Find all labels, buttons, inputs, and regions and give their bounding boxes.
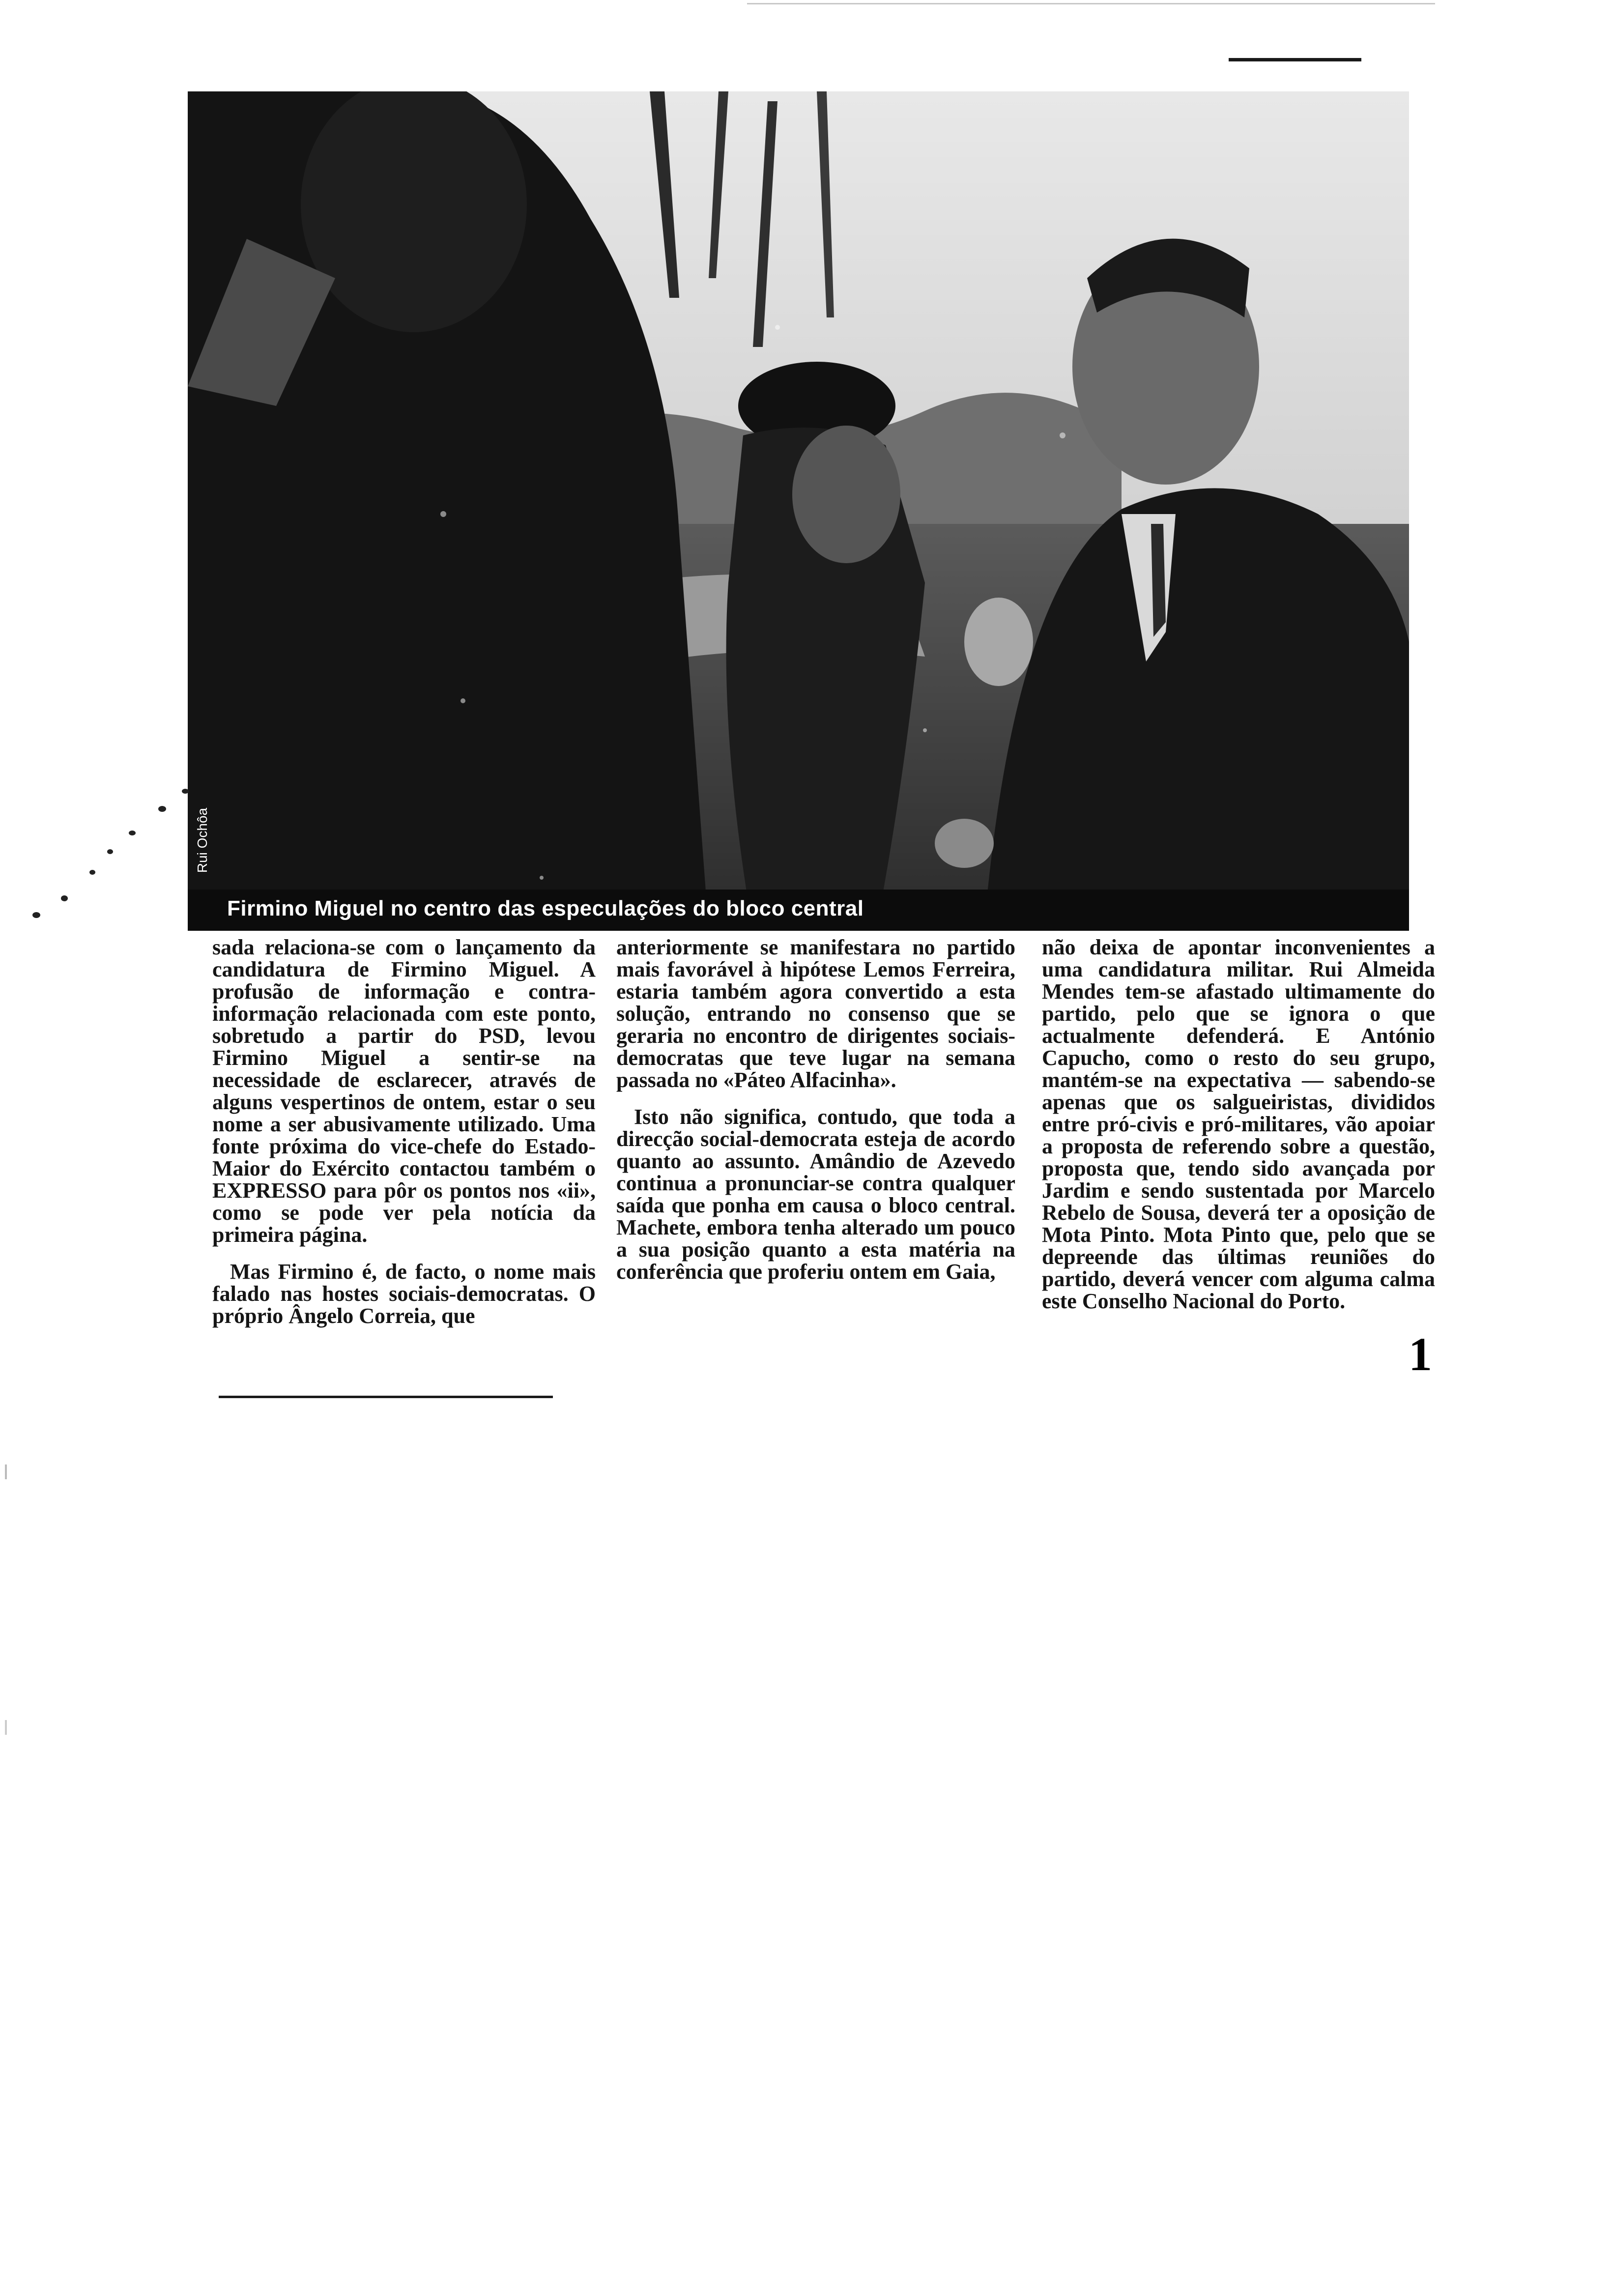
article-column-2 [616, 936, 1015, 1283]
scan-speck [61, 895, 68, 901]
scan-mark [5, 1720, 7, 1735]
article-column-1 [212, 936, 596, 1327]
scan-speck [107, 849, 113, 854]
column-2-paragraph-1: anteriormente se manifestara no partido mais favorável à hipótese Lemos Ferreira, estaria também agora convertido a esta solução, entrando no consenso que se geraria no encontro de dirigentes sociais-democratas que teve lugar na semana passada no «Páteo Alfacinha». [616, 935, 1015, 1092]
caption-bar [188, 890, 1409, 931]
column-3-paragraph-1: não deixa de apontar inconvenientes a uma candidatura militar. Rui Almeida Mendes tem-se afastado ultimamente do partido, pelo que se ignora o que actualmente defenderá. E António Capucho, como o resto do seu grupo, mantém-se na expectativa — sabendo-se apenas que os salgueiristas, divididos entre pró-civis e pró-militares, vão apoiar a proposta de referendo sobre a questão, proposta que, tendo sido avançada por Jardim e sendo sustentada por Marcelo Rebelo de Sousa, deverá ter a oposição de Mota Pinto. Mota Pinto que, pelo que se depreende das últimas reuniões do partido, deverá vencer com alguma calma este Conselho Nacional do Porto. [1042, 935, 1435, 1313]
scan-speck [129, 831, 136, 835]
article-end-rule [219, 1396, 553, 1398]
page-number: 1 [1409, 1328, 1432, 1380]
column-1-paragraph-2: Mas Firmino é, de facto, o nome mais falado nas hostes sociais-democratas. O próprio Ângelo Correia, que [212, 1260, 596, 1328]
scan-speck [32, 912, 40, 918]
top-rule [1229, 58, 1361, 61]
news-photo [188, 91, 1409, 931]
column-2-paragraph-2: Isto não significa, contudo, que toda a direcção social-democrata esteja de acordo quanto ao assunto. Amândio de Azevedo continua a pronunciar-se contra qualquer saída que ponha em causa o bloco central. Machete, embora tenha alterado um pouco a sua posição quanto a esta matéria na conferência que proferiu ontem em Gaia, [616, 1105, 1015, 1284]
article-column-3 [1042, 936, 1435, 1312]
scan-speck [89, 870, 95, 875]
photo-credit: Rui Ochôa [195, 807, 210, 873]
column-1-paragraph-1: sada relaciona-se com o lançamento da candidatura de Firmino Miguel. A profusão de informação e contra-informação relacionada com este ponto, sobretudo a partir do PSD, levou Firmino Miguel a sentir-se na necessidade de esclarecer, através de alguns vespertinos de ontem, estar o seu nome a ser abusivamente utilizado. Uma fonte próxima do vice-chefe do Estado-Maior do Exército contactou também o EXPRESSO para pôr os pontos nos «ii», como se pode ver pela notícia da primeira página. [212, 935, 596, 1247]
photo-caption: Firmino Miguel no centro das especulações do bloco central [227, 896, 864, 920]
photo-credit-area [188, 786, 217, 894]
scan-speck [158, 806, 166, 812]
scan-speck [182, 789, 189, 794]
photo-illustration [188, 91, 1409, 931]
top-rule-faint [747, 3, 1435, 4]
scan-mark [5, 1464, 7, 1479]
